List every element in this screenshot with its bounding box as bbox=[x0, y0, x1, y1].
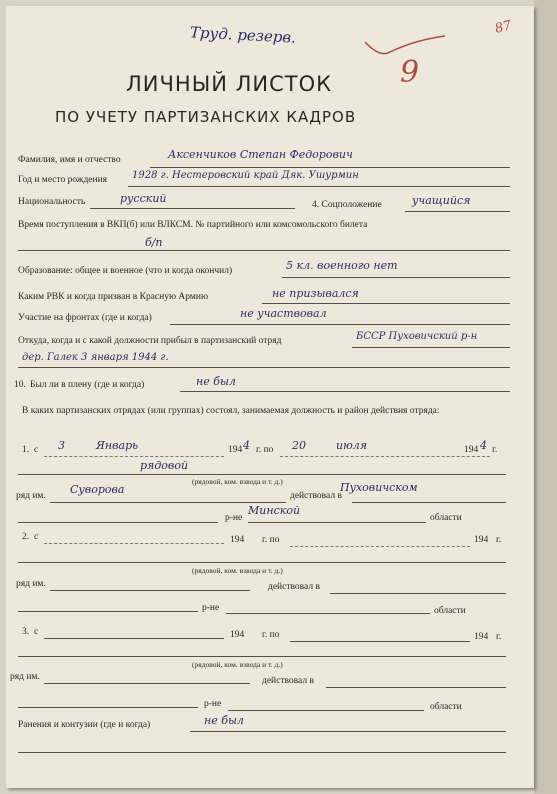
value-nationality: русский bbox=[120, 192, 167, 205]
row3-from-year: 194 bbox=[230, 630, 245, 640]
row3-acted-label: действовал в bbox=[262, 676, 314, 686]
label-fronts: Участие на фронтах (где и когда) bbox=[18, 313, 152, 323]
row2-position-line bbox=[18, 562, 506, 563]
value-fronts: не участвовал bbox=[240, 307, 327, 320]
wounds-line-2 bbox=[18, 752, 506, 753]
row2-acted-label: действовал в bbox=[268, 582, 320, 592]
wounds-line bbox=[190, 731, 506, 732]
row1-otryad-label: ряд им. bbox=[16, 491, 46, 501]
education-line bbox=[282, 277, 510, 278]
label-fio: Фамилия, имя и отчество bbox=[18, 155, 121, 165]
label-party: Время поступления в ВКП(б) или ВЛКСМ. № партийного или комсомольского билета bbox=[18, 220, 368, 230]
row2-position-hint: (рядовой, ком. взвода и т. д.) bbox=[192, 566, 283, 575]
label-nationality: Национальность bbox=[18, 197, 86, 207]
row2-to-line bbox=[290, 546, 470, 547]
value-wounds: не был bbox=[204, 714, 244, 727]
row2-oblasti-label: области bbox=[434, 606, 466, 616]
row3-to-year: 194 bbox=[474, 632, 489, 642]
value-education: 5 кл. военного нет bbox=[286, 259, 398, 272]
birth-line bbox=[128, 186, 510, 187]
row3-otryad-label: ряд им. bbox=[10, 672, 40, 682]
row1-from-year-digit: 4 bbox=[243, 439, 250, 452]
label-detachments bbox=[22, 404, 512, 418]
row1-from-day: 3 bbox=[58, 439, 65, 452]
row3-from-line bbox=[44, 638, 224, 639]
row3-rne-line bbox=[18, 707, 198, 708]
row2-from-line bbox=[44, 543, 224, 544]
party-line bbox=[18, 250, 510, 251]
row3-g: г. bbox=[496, 632, 502, 642]
social-line bbox=[405, 211, 510, 212]
value-birth: 1928 г. Нестеровский край Дяк. Ушурмин bbox=[132, 170, 359, 181]
page-edge bbox=[534, 0, 557, 794]
row2-number: 2. bbox=[22, 532, 30, 542]
row1-position: рядовой bbox=[140, 459, 189, 472]
value-captivity: не был bbox=[196, 375, 236, 388]
row1-position-line bbox=[18, 474, 506, 475]
value-social: учащийся bbox=[412, 194, 471, 207]
row2-acted-line bbox=[330, 593, 506, 594]
row1-acted-label: действовал в bbox=[290, 491, 342, 501]
arrival-line-2 bbox=[18, 367, 510, 368]
page-title: ЛИЧНЫЙ ЛИСТОК bbox=[126, 72, 333, 96]
row1-to-month: июля bbox=[336, 439, 368, 452]
row2-otryad-line bbox=[50, 590, 250, 591]
row1-from-month: Январь bbox=[96, 439, 139, 452]
label-education: Образование: общее и военное (что и когда окончил) bbox=[18, 266, 233, 276]
row3-otryad-line bbox=[44, 683, 250, 684]
value-arrival-2: дер. Галек 3 января 1944 г. bbox=[22, 352, 169, 363]
row1-otryad-name: Суворова bbox=[70, 483, 125, 496]
rvk-line bbox=[262, 303, 510, 304]
label-rvk: Каким РВК и когда призван в Красную Армию bbox=[18, 292, 209, 302]
row2-to-label: г. по bbox=[262, 535, 280, 545]
label-captivity: Был ли в плену (где и когда) bbox=[30, 380, 145, 390]
row1-to-year: 194 bbox=[464, 445, 479, 455]
row1-to-label: г. по bbox=[256, 445, 274, 455]
row1-from-year: 194 bbox=[228, 445, 243, 455]
detachments-text: В каких партизанских отрядах (или группах) состоял, занимаемая должность и район действия отряда: bbox=[22, 406, 440, 416]
fio-line bbox=[150, 167, 510, 168]
nationality-line bbox=[90, 208, 295, 209]
row3-rne-label: р-не bbox=[204, 699, 222, 709]
row1-acted-line bbox=[352, 502, 506, 503]
row2-to-year: 194 bbox=[474, 535, 489, 545]
row1-region-line bbox=[248, 522, 426, 523]
label-social: 4. Соцположение bbox=[312, 200, 382, 210]
row3-position-hint: (рядовой, ком. взвода и т. д.) bbox=[192, 660, 283, 669]
row2-rne-label: р-не bbox=[202, 603, 220, 613]
row3-position-line bbox=[18, 656, 506, 657]
page-number: 9 bbox=[400, 55, 420, 90]
fronts-line bbox=[170, 324, 510, 325]
corner-note: 87 bbox=[493, 18, 514, 37]
row1-to-year-digit: 4 bbox=[480, 439, 487, 452]
row1-rne-line bbox=[18, 522, 218, 523]
row1-to-day: 20 bbox=[292, 439, 306, 452]
page-subtitle: ПО УЧЕТУ ПАРТИЗАНСКИХ КАДРОВ bbox=[55, 108, 357, 126]
reserve-stamp: Труд. резерв. bbox=[189, 23, 297, 47]
row1-from-label: с bbox=[34, 445, 39, 455]
row3-to-label: г. по bbox=[262, 630, 280, 640]
row3-to-line bbox=[290, 641, 470, 642]
row1-rne-label: р-не bbox=[225, 513, 243, 523]
row2-g: г. bbox=[496, 535, 502, 545]
value-party: б/п bbox=[145, 236, 163, 249]
captivity-line bbox=[180, 391, 510, 392]
row2-from-year: 194 bbox=[230, 535, 245, 545]
arrival-line-1 bbox=[352, 347, 510, 348]
row3-from-label: с bbox=[34, 627, 39, 637]
row1-position-hint: (рядовой, ком. взвода и т. д.) bbox=[192, 477, 283, 486]
row3-region-line bbox=[228, 710, 424, 711]
row1-oblasti-label: области bbox=[430, 513, 462, 523]
row2-from-label: с bbox=[34, 532, 39, 542]
row2-otryad-label: ряд им. bbox=[16, 579, 46, 589]
label-birth: Год и место рождения bbox=[18, 175, 108, 185]
row3-acted-line bbox=[326, 687, 506, 688]
row2-region-line bbox=[226, 613, 430, 614]
row2-rne-line bbox=[18, 611, 198, 612]
row1-region: Минской bbox=[248, 504, 301, 517]
label-n10: 10. bbox=[14, 380, 26, 390]
value-rvk: не призывался bbox=[272, 287, 359, 300]
row1-district: Пуховичском bbox=[340, 481, 418, 494]
row1-otryad-line bbox=[50, 502, 286, 503]
value-arrival-1: БССР Пуховичский р-н bbox=[356, 331, 478, 342]
row3-oblasti-label: области bbox=[430, 702, 462, 712]
value-fio: Аксенчиков Степан Федорович bbox=[168, 148, 353, 161]
label-arrival: Откуда, когда и с какой должности прибыл в партизанский отряд bbox=[18, 336, 282, 346]
row1-number: 1. bbox=[22, 445, 30, 455]
row1-g: г. bbox=[492, 445, 498, 455]
row1-to-line bbox=[280, 456, 490, 457]
label-wounds: Ранения и контузии (где и когда) bbox=[18, 720, 151, 730]
row1-from-line bbox=[44, 456, 224, 457]
row3-number: 3. bbox=[22, 627, 30, 637]
